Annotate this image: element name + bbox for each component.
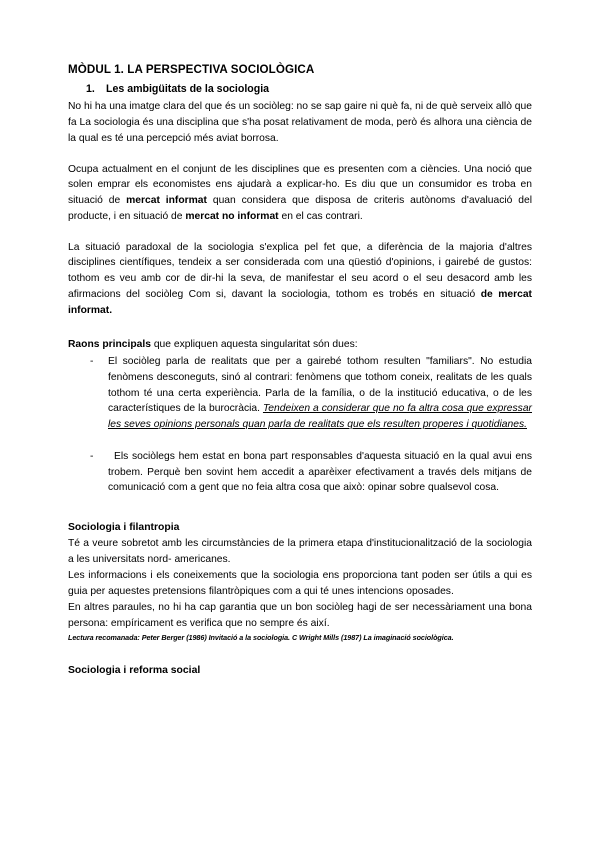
list-item [68, 449, 532, 496]
list-item-emphasis: Tendeixen a considerar que no fa altra cosa que expressar les seves opinions personals quan parla de realitats que els resulten properes i quotidianes. [108, 403, 532, 431]
list-item-text-plain: El sociòleg parla de realitats que per a gairebé tothom resulten "familiars". No estudia fenòmens desconeguts, sinó al contrari: fenòmens que tothom coneix, realitats de les quals tothom té una certa experiència. Parla de la família, o de la institució educativa, o de les característiques de la burocràcia. [108, 356, 532, 415]
reasons-intro-text: que expliquen aquesta singularitat són dues: [150, 339, 358, 351]
section-spacer [68, 496, 532, 520]
paragraph-spacer [68, 318, 532, 337]
dash-bullet-icon: - [90, 356, 94, 368]
reasons-list [68, 354, 532, 496]
paragraph-reasons-intro [68, 337, 532, 353]
reasons-label: Raons principals [68, 339, 151, 351]
paragraph-paradox-text: La situació paradoxal de la sociologia s'explica pel fet que, a diferència de la majoria d'altres disciplines científiques, tendeix a ser considerada com una qüestió d'opinions, i gairebé de gustos: tothom es veu amb cor de dir-hi la seva, de manifestar el seu acord o el seu desacord amb les afirmacions del sociòleg Com si, davant la sociologia, tothom es trobés en situació [68, 241, 532, 300]
heading-sociologia-filantropia: Sociologia i filantropia [68, 522, 180, 534]
paragraph-spacer [68, 147, 532, 162]
list-item-text [108, 354, 532, 433]
paragraph-market-text-b: quan considera que disposa de criteris autònoms d'avaluació del producte, i en situació de [68, 195, 532, 222]
paragraph-intro: No hi ha una imatge clara del que és un sociòleg: no se sap gaire ni què fa, ni de què serveix allò que fa La sociologia és una disciplina que s'ha posat relativament de moda, però és alhora una ciència de la qual es té una percepció més aviat borrosa. [68, 101, 532, 144]
paragraph-spacer [68, 225, 532, 240]
heading-sociologia-reforma-social: Sociologia i reforma social [68, 664, 201, 676]
philanthropy-line-3: En altres paraules, no hi ha cap garantia que un bon sociòleg hagi de ser necessàriament una bona persona: empíricament es verifica que no sempre és així. [68, 602, 532, 630]
section-heading-numbered [68, 82, 532, 97]
paragraph-market-text-c: en el cas contrari. [278, 210, 363, 222]
term-de-mercat-informat: de mercat informat. [68, 288, 532, 316]
philanthropy-line-1: Té a veure sobretot amb les circumstàncies de la primera etapa d'institucionalització de la sociologia a les universitats nord- americanes. [68, 538, 532, 566]
document-body [68, 62, 532, 679]
section-heading-label: Les ambigüitats de la sociologia [106, 83, 270, 96]
paragraph-market-text-a: Ocupa actualment en el conjunt de les disciplines que es presenten com a ciències. Una noció que solen emprar els economistes ens ajudarà a explicar-ho. Es diu que un consumidor es troba en situació de [68, 163, 532, 207]
philanthropy-line-2: Les informacions i els coneixements que la sociologia ens proporciona tant poden ser útils a qui es guia per aquestes pretensions filantròpiques com a qui té unes intencions oposades. [68, 570, 532, 598]
page-title: MÒDUL 1. LA PERSPECTIVA SOCIOLÒGICA [68, 63, 315, 76]
list-item [68, 354, 532, 433]
term-mercat-no-informat: mercat no informat [185, 210, 279, 222]
paragraph-paradox [68, 240, 532, 319]
section-spacer [68, 644, 532, 663]
list-item-text-plain: Els sociòlegs hem estat en bona part responsables d'aquesta situació en la qual avui ens trobem. Perquè ben sovint hem accedit a aparèixer efectivament a través dels mitjans de comunicació com a gent que no feia altra cosa que això: opinar sobre qualsevol cosa. [108, 450, 532, 494]
list-item-text [108, 449, 532, 496]
term-mercat-informat: mercat informat [126, 195, 207, 207]
recommended-reading-citation: Lectura recomanada: Peter Berger (1986) Invitació a la sociologia. C Wright Mills (1987) La imaginació sociològica. [68, 633, 454, 643]
section-number: 1. [86, 83, 95, 96]
paragraph-market [68, 162, 532, 225]
dash-bullet-icon: - [90, 450, 94, 462]
